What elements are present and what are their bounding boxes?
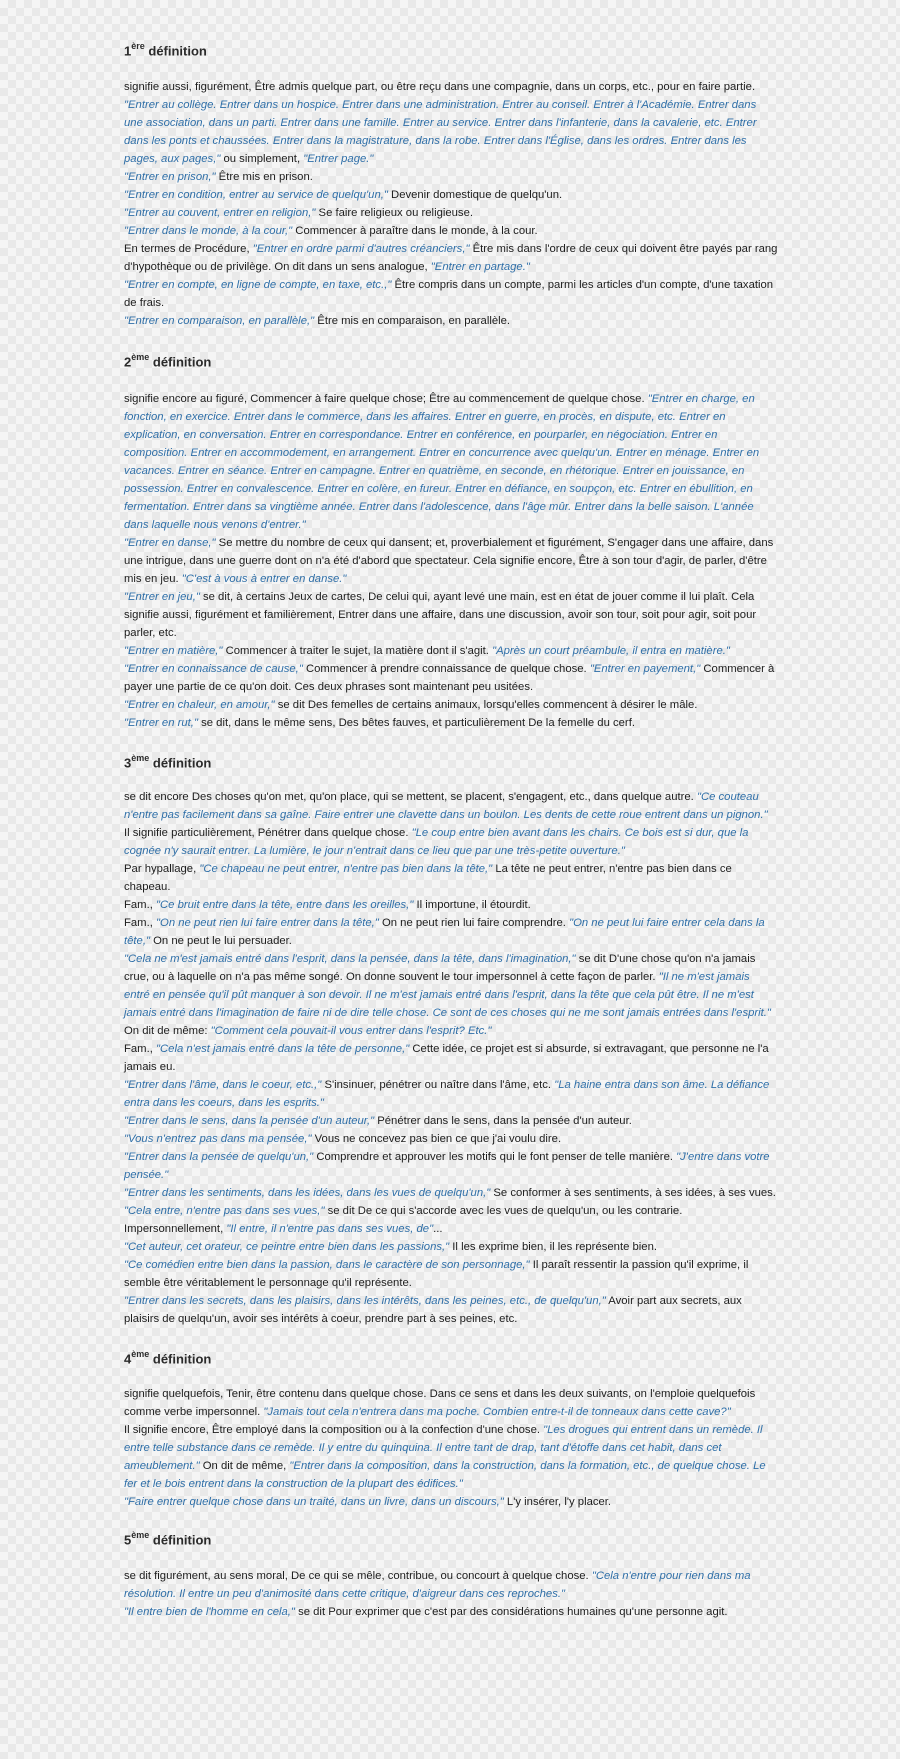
definition-text: se dit De ce qui s'accorde avec les vues de quelqu'un, ou les contrarie. Impersonnellement, — [124, 1204, 683, 1235]
definition-text: Être compris dans un compte, parmi les articles d'un compte, d'une taxation de frais. — [124, 279, 774, 310]
example-text: "Faire entrer quelque chose dans un traité, dans un livre, dans un discours," — [124, 1496, 504, 1509]
definition-paragraph — [124, 896, 778, 914]
example-text: "Entrer en partage." — [430, 261, 530, 274]
definition-paragraph — [124, 1130, 778, 1148]
definition-text: se dit Des femelles de certains animaux, lorsqu'elles commencent à désirer le mâle. — [274, 698, 698, 711]
example-text: "Cela n'entre pour rien dans ma résolution. Il entre un peu d'animosité dans cette critique, d'aigreur dans ces reproches." — [124, 1569, 751, 1600]
example-text: "Entrer dans la composition, dans la construction, dans la formation, etc., de quelque chose. Le fer et le bois entrent dans la construction de la plupart des édifices." — [124, 1460, 766, 1491]
definition-text: se dit, à certains Jeux de cartes, De celui qui, ayant levé une main, est en état de jouer comme il lui plaît. Cela signifie aussi, figurément et familièrement, Entrer dans une affaire, dans une discussion, avoir son tour, soit pour agir, soit pour parler, etc. — [124, 590, 757, 639]
definition-paragraph — [124, 1493, 778, 1511]
example-text: "Cela ne m'est jamais entré dans l'esprit, dans la pensée, dans la tête, dans l'imagination," — [124, 952, 576, 965]
definition-paragraph — [124, 642, 778, 660]
example-text: "Entrer en compte, en ligne de compte, en taxe, etc.," — [124, 279, 392, 292]
definition-paragraph — [124, 1202, 778, 1238]
example-text: "Entrer au collège. Entrer dans un hospice. Entrer dans une administration. Entrer au conseil. Entrer à l'Académie. Entrer dans une association, dans un parti. Entrer dans une famille. Entrer au service. Entrer dans l'infanterie, dans la cavalerie, etc. Entrer dans les ponts et chaussées. Entrer dans la magistrature, dans la robe. Entrer dans l'Église, dans les ordres. Entrer dans les pages, aux pages," — [124, 99, 757, 166]
definition-number: 2 — [124, 354, 132, 370]
example-text: "On ne peut rien lui faire entrer dans la tête," — [156, 916, 379, 929]
example-text: "Entrer en connaissance de cause," — [124, 662, 303, 675]
definition-word: définition — [152, 1532, 212, 1548]
example-text: "Ce comédien entre bien dans la passion, dans le caractère de son personnage," — [124, 1258, 530, 1271]
definition-paragraph — [124, 1292, 778, 1328]
example-text: "Entrer en matière," — [124, 644, 223, 657]
example-text: "Vous n'entrez pas dans ma pensée," — [124, 1132, 312, 1145]
definition-number-suffix: ère — [131, 41, 145, 51]
definition-paragraph — [124, 914, 778, 950]
definition-text: Il signifie particulièrement, Pénétrer dans quelque chose. — [124, 826, 412, 839]
definition-text: Fam., — [124, 916, 157, 929]
definition-paragraph — [124, 1385, 778, 1421]
definition-paragraph — [124, 1040, 778, 1076]
definition-paragraph — [124, 240, 778, 276]
definition-paragraph — [124, 390, 778, 534]
definition-word: définition — [152, 354, 212, 370]
definition-number: 4 — [124, 1351, 132, 1367]
definition-word: définition — [152, 1351, 212, 1367]
definition-text: se dit, dans le même sens, Des bêtes fauves, et particulièrement De la femelle du cerf. — [197, 716, 635, 729]
example-text: "Entrer en jeu," — [124, 590, 200, 603]
definition-paragraph — [124, 714, 778, 732]
example-text: "On ne peut lui faire entrer cela dans la tête," — [124, 916, 765, 947]
example-text: "Il entre, il n'entre pas dans ses vues, de" — [226, 1222, 434, 1235]
example-text: "Les drogues qui entrent dans un remède. Il entre telle substance dans ce remède. Il y entre du quinquina. Il entre tant de drap, tant d'étoffe dans cet habit, dans cet ameublement." — [124, 1424, 763, 1473]
definition-text: signifie quelquefois, Tenir, être contenu dans quelque chose. Dans ce sens et dans les deux suivants, on l'emploie quelquefois comme verbe impersonnel. — [124, 1388, 756, 1419]
example-text: "Entrer dans le monde, à la cour," — [124, 225, 293, 238]
definition-paragraph — [124, 950, 778, 1040]
definition-text: Pénétrer dans le sens, dans la pensée d'un auteur. — [374, 1114, 632, 1127]
example-text: "Ce couteau n'entre pas facilement dans sa gaîne. Faire entrer une clavette dans un boulon. Les dents de cette roue entrent dans un pignon." — [124, 790, 768, 821]
definition-paragraph — [124, 204, 778, 222]
example-text: "Le coup entre bien avant dans les chairs. Ce bois est si dur, que la cognée n'y saurait entrer. La lumière, le jour n'entrait dans ce lieu que par une très-petite ouverture." — [124, 826, 749, 857]
example-text: "J'entre dans votre pensée." — [124, 1150, 770, 1181]
definition-section-4 — [124, 1350, 778, 1511]
definition-text: S'insinuer, pénétrer ou naître dans l'âme, etc. — [321, 1078, 555, 1091]
example-text: "Entrer dans l'âme, dans le coeur, etc.," — [124, 1078, 322, 1091]
example-text: "Entrer en ordre parmi d'autres créanciers," — [252, 243, 470, 256]
definition-number-suffix: ème — [131, 1348, 150, 1359]
definition-heading — [124, 1350, 778, 1366]
definition-paragraph — [124, 534, 778, 588]
definition-body — [124, 788, 778, 1328]
example-text: "Entrer en rut," — [124, 716, 198, 729]
example-text: "Entrer dans les sentiments, dans les idées, dans les vues de quelqu'un," — [124, 1186, 491, 1199]
example-text: "Jamais tout cela n'entrera dans ma poche. Combien entre-t-il de tonneaux dans cette cave?" — [263, 1406, 731, 1419]
definition-heading — [124, 1531, 778, 1547]
definition-heading — [124, 42, 778, 58]
example-text: "Entrer en comparaison, en parallèle," — [124, 315, 315, 328]
example-text: "La haine entra dans son âme. La défiance entra dans les coeurs, dans les esprits." — [124, 1078, 770, 1109]
definition-text: Être mis en comparaison, en parallèle. — [314, 315, 511, 328]
definition-section-3 — [124, 754, 778, 1328]
definition-section-1 — [124, 42, 778, 330]
definition-paragraph — [124, 660, 778, 696]
definition-paragraph — [124, 1184, 778, 1202]
definition-text: On dit de même, — [199, 1460, 290, 1473]
example-text: "Comment cela pouvait-il vous entrer dans l'esprit? Etc." — [210, 1024, 492, 1037]
example-text: "Entrer au couvent, entrer en religion," — [124, 207, 316, 220]
definition-text: La tête ne peut entrer, n'entre pas bien dans ce chapeau. — [124, 862, 732, 893]
definition-text: Il signifie encore, Être employé dans la composition ou à la confection d'une chose. — [124, 1424, 544, 1437]
definition-text: signifie encore au figuré, Commencer à faire quelque chose; Être au commencement de quelque chose. — [124, 392, 648, 405]
definition-paragraph — [124, 1256, 778, 1292]
example-text: "Entrer dans le sens, dans la pensée d'un auteur," — [124, 1114, 375, 1127]
definition-paragraph — [124, 1112, 778, 1130]
definition-text: ou simplement, — [220, 153, 304, 166]
definition-paragraph — [124, 186, 778, 204]
definition-paragraph — [124, 1603, 778, 1621]
definition-body — [124, 1385, 778, 1511]
example-text: "Entrer en payement," — [589, 662, 701, 675]
example-text: "Il ne m'est jamais entré en pensée qu'il pût manquer à son devoir. Il ne m'est jamais entré dans l'esprit, dans la tête que cela pût être. Il ne m'est jamais entré dans l'imagination de faire ni de dire telle chose. Ce sont de ces choses qui ne me sont jamais entrées dans l'esprit." — [124, 970, 771, 1019]
definition-paragraph — [124, 276, 778, 312]
example-text: "Entrer en condition, entrer au service de quelqu'un," — [124, 189, 388, 202]
example-text: "C'est à vous à entrer en danse." — [181, 572, 347, 585]
definition-section-2 — [124, 353, 778, 731]
definition-text: Par hypallage, — [124, 862, 200, 875]
definition-text: L'y insérer, l'y placer. — [503, 1496, 612, 1509]
definition-text: Comprendre et approuver les motifs qui le font penser de telle manière. — [313, 1150, 677, 1163]
definition-text: Se conformer à ses sentiments, à ses idées, à ses vues. — [490, 1186, 776, 1199]
definition-paragraph — [124, 78, 778, 168]
example-text: "Entrer dans la pensée de quelqu'un," — [124, 1150, 314, 1163]
definition-number-suffix: ème — [131, 352, 150, 363]
example-text: "Entrer dans les secrets, dans les plaisirs, dans les intérêts, dans les peines, etc., de quelqu'un," — [124, 1294, 606, 1307]
example-text: "Après un court préambule, il entra en matière." — [492, 644, 730, 657]
definition-heading — [124, 754, 778, 770]
example-text: "Entrer page." — [303, 153, 374, 166]
definition-paragraph — [124, 222, 778, 240]
example-text: "Entrer en charge, en fonction, en exercice. Entrer dans le commerce, dans les affaires. Entrer en guerre, en procès, en dispute, etc. Entrer en explication, en conversation. Entrer en correspondance. Entrer en conférence, en pourparler, en négociation. Entrer en composition. Entrer en accommodement, en arrangement. Entrer en concurrence avec quelqu'un. Entrer en ménage. Entrer en vacances. Entrer en séance. Entrer en campagne. Entrer en quatrième, en seconde, en rhétorique. Entrer en jouissance, en possession. Entrer en convalescence. Entrer en colère, en fureur. Entrer en défiance, en soupçon, etc. Entrer en ébullition, en fermentation. Entrer dans sa vingtième année. Entrer dans l'adolescence, dans l'âge mûr. Entrer dans la belle saison. L'année dans laquelle nous venons d'entrer." — [124, 392, 760, 531]
definition-text: Être mis dans l'ordre de ceux qui doivent être payés par rang d'hypothèque ou de privilège. On dit dans un sens analogue, — [124, 243, 778, 274]
definition-text: Fam., — [124, 1042, 157, 1055]
example-text: "Cet auteur, cet orateur, ce peintre entre bien dans les passions," — [124, 1240, 450, 1253]
definition-number-suffix: ème — [131, 1530, 150, 1541]
definition-text: se dit figurément, au sens moral, De ce qui se mêle, contribue, ou concourt à quelque chose. — [124, 1569, 592, 1582]
definition-paragraph — [124, 1148, 778, 1184]
definition-paragraph — [124, 1421, 778, 1493]
definition-text: On ne peut le lui persuader. — [150, 934, 292, 947]
definition-paragraph — [124, 696, 778, 714]
definition-text: Vous ne concevez pas bien ce que j'ai voulu dire. — [311, 1132, 562, 1145]
definition-paragraph — [124, 312, 778, 330]
definition-paragraph — [124, 860, 778, 896]
definition-section-5 — [124, 1531, 778, 1620]
definition-paragraph — [124, 588, 778, 642]
definition-heading — [124, 353, 778, 369]
definition-body — [124, 78, 778, 330]
definition-number: 3 — [124, 754, 132, 770]
definition-number-suffix: ème — [131, 752, 150, 763]
definition-text: Il paraît ressentir la passion qu'il exprime, il semble être véritablement le personnage qu'il représente. — [124, 1258, 749, 1289]
definition-paragraph — [124, 788, 778, 824]
definition-text: Commencer à traiter le sujet, la matière dont il s'agit. — [222, 644, 493, 657]
definition-number: 5 — [124, 1532, 132, 1548]
example-text: "Cela n'est jamais entré dans la tête de personne," — [156, 1042, 410, 1055]
definition-text: se dit encore Des choses qu'on met, qu'on place, qui se mettent, se placent, s'engagent, etc., dans quelque autre. — [124, 790, 697, 803]
definition-text: ... — [433, 1222, 443, 1235]
definition-text: signifie aussi, figurément, Être admis quelque part, ou être reçu dans une compagnie, dans un corps, etc., pour en faire partie. — [124, 81, 756, 94]
definition-paragraph — [124, 824, 778, 860]
definition-text: Se mettre du nombre de ceux qui dansent; et, proverbialement et figurément, S'engager dans une affaire, dans une intrigue, dans une guerre dont on n'a été d'abord que spectateur. Cela signifie encore, Être à son tour d'agir, de parler, d'être mis en jeu. — [124, 536, 774, 585]
definition-text: On ne peut rien lui faire comprendre. — [378, 916, 570, 929]
definition-text: Se faire religieux ou religieuse. — [315, 207, 474, 220]
example-text: "Entrer en danse," — [124, 536, 216, 549]
example-text: "Cela entre, n'entre pas dans ses vues," — [124, 1204, 325, 1217]
definition-text: Il importune, il étourdit. — [413, 898, 531, 911]
definition-number: 1 — [124, 43, 132, 59]
definition-word: définition — [148, 43, 207, 59]
definition-paragraph — [124, 1238, 778, 1256]
definition-word: définition — [152, 754, 212, 770]
definition-text: En termes de Procédure, — [124, 243, 253, 256]
definition-text: se dit Pour exprimer que c'est par des considérations humaines qu'une personne agit. — [294, 1605, 728, 1618]
example-text: "Ce chapeau ne peut entrer, n'entre pas bien dans la tête," — [199, 862, 493, 875]
definition-text: Cette idée, ce projet est si absurde, si extravagant, que personne ne l'a jamais eu. — [124, 1042, 769, 1073]
definition-paragraph — [124, 168, 778, 186]
document — [124, 36, 778, 1621]
definition-text: Commencer à prendre connaissance de quelque chose. — [302, 662, 590, 675]
definition-text: Il les exprime bien, il les représente bien. — [449, 1240, 657, 1253]
example-text: "Ce bruit entre dans la tête, entre dans les oreilles," — [156, 898, 414, 911]
definition-text: se dit D'une chose qu'on n'a jamais crue, ou à laquelle on n'a pas même songé. On donne souvent le tour impersonnel à cette façon de parler. — [124, 952, 756, 983]
definition-text: Fam., — [124, 898, 157, 911]
definition-paragraph — [124, 1567, 778, 1603]
definition-text: Devenir domestique de quelqu'un. — [387, 189, 563, 202]
definition-text: Commencer à payer une partie de ce qu'on doit. Ces deux phrases sont maintenant peu usitées. — [124, 662, 775, 693]
example-text: "Il entre bien de l'homme en cela," — [124, 1605, 295, 1618]
definition-paragraph — [124, 1076, 778, 1112]
definition-body — [124, 390, 778, 732]
definition-text: Être mis en prison. — [215, 171, 313, 184]
definition-body — [124, 1567, 778, 1621]
example-text: "Entrer en chaleur, en amour," — [124, 698, 275, 711]
definition-text: Avoir part aux secrets, aux plaisirs de quelqu'un, avoir ses intérêts à coeur, prendre part à ses peines, etc. — [124, 1294, 742, 1325]
definition-text: On dit de même: — [124, 1024, 211, 1037]
example-text: "Entrer en prison," — [124, 171, 216, 184]
definition-text: Commencer à paraître dans le monde, à la cour. — [292, 225, 538, 238]
